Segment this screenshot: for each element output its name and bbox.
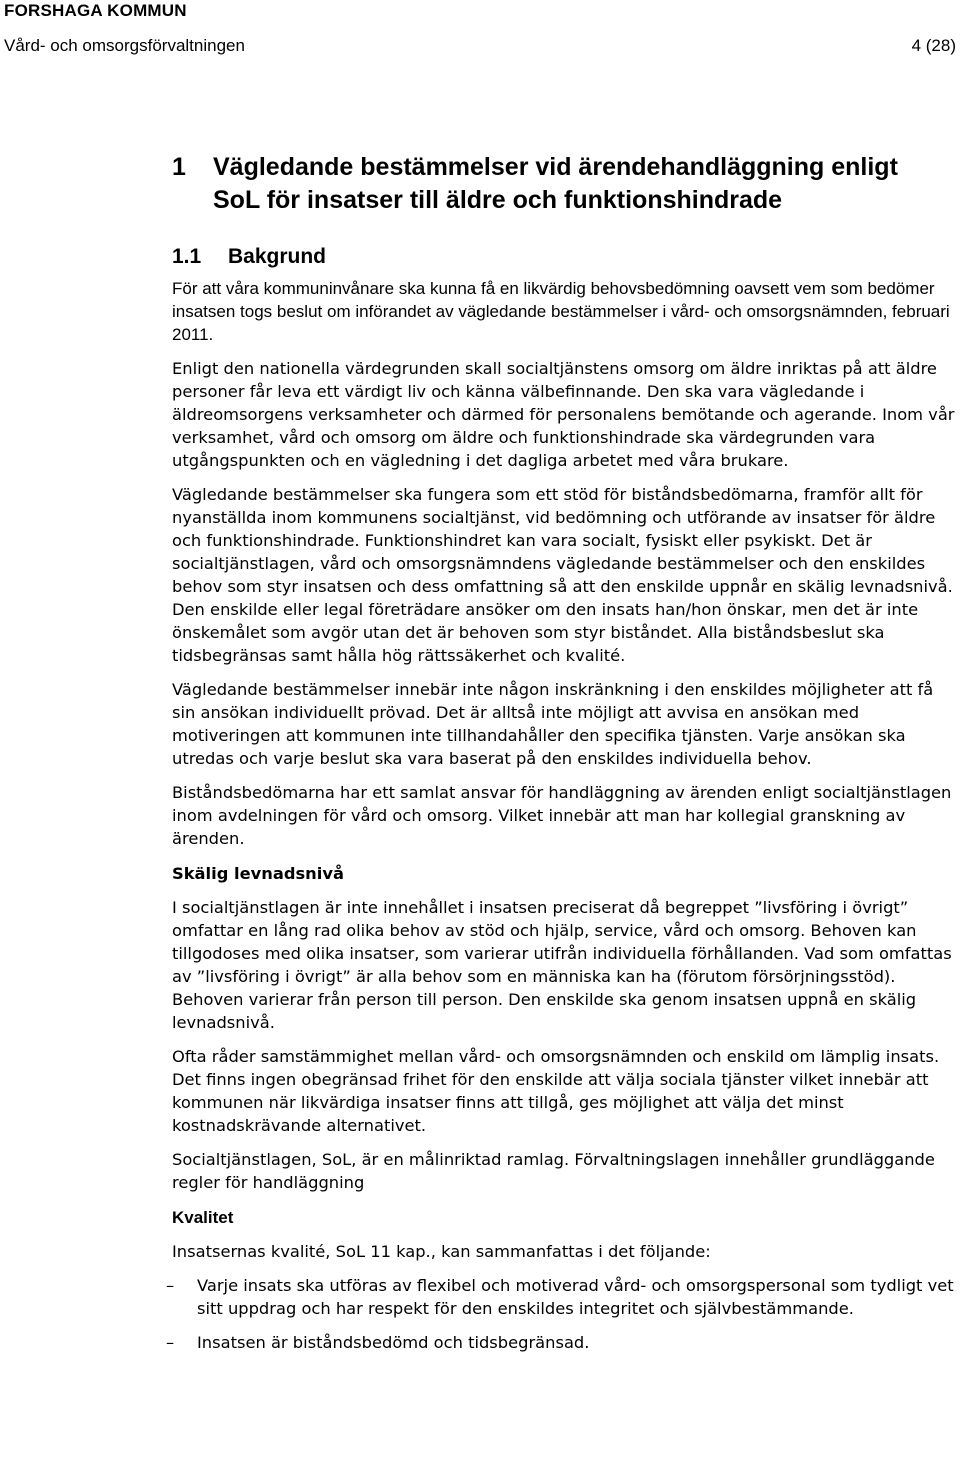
paragraph: Vägledande bestämmelser ska fungera som ett stöd för biståndsbedömarna, framför allt för nyanställda inom kommunens socialtjänst, vid bedömning och utförande av insatser för äldre och funktionshindrade. Funktionshindret kan vara socialt, fysiskt eller psykiskt. Det är socialtjänstlagen, vård och omsorgsnämndens vägledande bestämmelser och den enskildes behov som styr insatsen och dess omfattning så att den enskilde uppnår en skälig levnadsnivå. Den enskilde eller legal företrädare ansöker om den insats han/hon önskar, men det är inte önskemålet som avgör utan det är behoven som styr biståndet. Alla biståndsbeslut ska tidsbegränsas samt hålla hög rättssäkerhet och kvalité. bbox=[172, 485, 953, 665]
section-number: 1 bbox=[172, 153, 186, 181]
section-title-line1: Vägledande bestämmelser vid ärendehandläggning enligt bbox=[213, 153, 898, 181]
paragraph: Enligt den nationella värdegrunden skall socialtjänstens omsorg om äldre inriktas på att äldre personer får leva ett värdigt liv och känna välbefinnande. Den ska vara vägledande i äldreomsorgens verksamheter och därmed för personalens bemötande och agerande. Inom vår verksamhet, vård och omsorg om äldre och funktionshindrade ska värdegrunden vara utgångspunkten och en vägledning i det dagliga arbetet med våra brukare. bbox=[172, 359, 955, 470]
paragraph: Socialtjänstlagen, SoL, är en målinriktad ramlag. Förvaltningslagen innehåller grundläggande regler för handläggning bbox=[172, 1150, 935, 1192]
section-heading bbox=[172, 151, 952, 217]
subsection-number: 1.1 bbox=[172, 245, 202, 268]
paragraph: I socialtjänstlagen är inte innehållet i insatsen preciserat då begreppet ”livsföring i övrigt” omfattar en lång rad olika behov av stöd och hjälp, service, vård och omsorg. Behoven kan tillgodoses med olika insatser, som varierar utifrån individuella förhållanden. Vad som omfattas av ”livsföring i övrigt” är alla behov som en människa kan ha (förutom försörjningsstöd). Behoven varierar från person till person. Den enskilde ska genom insatsen uppnå en skälig levnadsnivå. bbox=[172, 898, 952, 1032]
paragraph: Insatsernas kvalité, SoL 11 kap., kan sammanfattas i det följande: bbox=[172, 1242, 711, 1261]
subsection-title: Bakgrund bbox=[228, 245, 327, 268]
paragraph: Ofta råder samstämmighet mellan vård- och omsorgsnämnden och enskild om lämplig insats. Det finns ingen obegränsad frihet för den enskilde att välja sociala tjänster vilket innebär att kommunen när likvärdiga insatser finns att tillgå, ges möjlighet att välja det minst kostnadskrävande alternativet. bbox=[172, 1047, 940, 1135]
organization-name: FORSHAGA KOMMUN bbox=[4, 1, 187, 20]
list-item-text: Varje insats ska utföras av flexibel och motiverad vård- och omsorgspersonal som tydligt vet sitt uppdrag och har respekt för den enskildes integritet och självbestämmande. bbox=[197, 1276, 954, 1318]
paragraph: Biståndsbedömarna har ett samlat ansvar för handläggning av ärenden enligt socialtjänstlagen inom avdelningen för vård och omsorg. Vilket innebär att man har kollegial granskning av ärenden. bbox=[172, 783, 952, 848]
page-number: 4 (28) bbox=[911, 36, 956, 55]
paragraph: För att våra kommuninvånare ska kunna få en likvärdig behovsbedömning oavsett vem som bedömer insatsen togs beslut om införandet av vägledande bestämmelser i vård- och omsorgsnämnden, februari 2011. bbox=[172, 279, 950, 344]
list-item bbox=[168, 1274, 958, 1320]
section-title-line2: SoL för insatser till äldre och funktionshindrade bbox=[213, 186, 783, 214]
subheading-kvalitet: Kvalitet bbox=[172, 1208, 234, 1227]
paragraph: Vägledande bestämmelser innebär inte någon inskränkning i den enskildes möjligheter att få sin ansökan individuellt prövad. Det är alltså inte möjligt att avvisa en ansökan med motiveringen att kommunen inte tillhandahåller den specifika tjänsten. Varje ansökan ska utredas och varje beslut ska vara baserat på den enskildes individuella behov. bbox=[172, 680, 934, 768]
list-item-text: Insatsen är biståndsbedömd och tidsbegränsad. bbox=[197, 1333, 590, 1352]
list-item bbox=[168, 1331, 958, 1354]
dash-bullet: – bbox=[166, 1276, 175, 1295]
subsection-heading bbox=[172, 243, 326, 271]
document-body bbox=[166, 277, 958, 1365]
subheading-skalig-levnadsniva: Skälig levnadsnivå bbox=[172, 864, 344, 883]
department-name: Vård- och omsorgsförvaltningen bbox=[4, 36, 245, 55]
quality-list bbox=[166, 1274, 958, 1354]
dash-bullet: – bbox=[166, 1333, 175, 1352]
